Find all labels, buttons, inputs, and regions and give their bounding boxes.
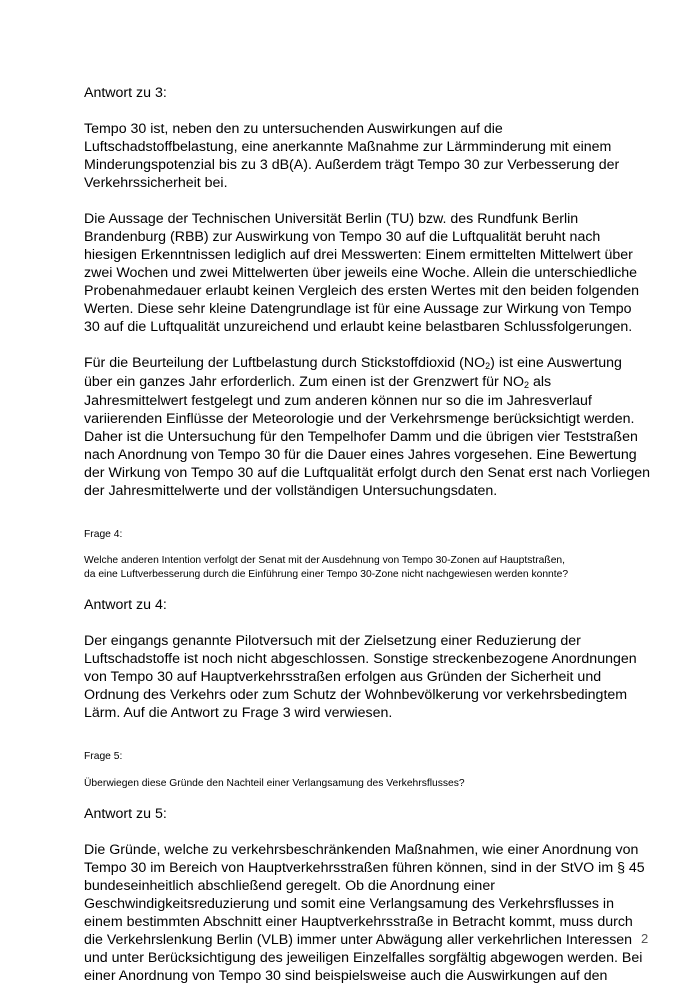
text-line: bundeseinheitlich abschließend geregelt. Ob die Anordnung einer [84, 878, 495, 894]
text-line: nach Anordnung von Tempo 30 für die Dauer eines Jahres vorgesehen. Eine Bewertung [84, 447, 637, 463]
text-line: von Tempo 30 auf Hauptverkehrsstraßen erfolgen aus Gründen der Sicherheit und [84, 669, 602, 685]
answer-3-paragraph-1 [84, 120, 654, 192]
question-4-text [84, 554, 654, 582]
text-line: Welche anderen Intention verfolgt der Senat mit der Ausdehnung von Tempo 30-Zonen auf Hauptstraßen, [84, 555, 566, 566]
text-line: Werten. Diese sehr kleine Datengrundlage ist für eine Aussage zur Wirkung von Tempo [84, 301, 632, 317]
question-4-heading: Frage 4: [84, 529, 123, 540]
text-line: Die Gründe, welche zu verkehrsbeschränkenden Maßnahmen, wie einer Anordnung von [84, 842, 639, 858]
answer-5-heading: Antwort zu 5: [84, 806, 167, 822]
answer-5-paragraph [84, 841, 654, 985]
text-line: Verkehrssicherheit bei. [84, 175, 228, 191]
answer-3-heading: Antwort zu 3: [84, 85, 167, 101]
text-line: Jahresmittelwert festgelegt und zum anderen können nur so die im Jahresverlauf [84, 393, 592, 409]
text-line: Probenahmedauer erlaubt keinen Vergleich des ersten Wertes mit den beiden folgenden [84, 283, 639, 299]
text-line: zwei Wochen und zwei Mittelwerten über jeweils eine Woche. Allein die unterschiedliche [84, 265, 638, 281]
answer-4-paragraph [84, 632, 654, 722]
text-line: Luftschadstoffe ist noch nicht abgeschlossen. Sonstige streckenbezogene Anordnungen [84, 651, 637, 667]
text-line: Lärm. Auf die Antwort zu Frage 3 wird verwiesen. [84, 705, 393, 721]
text-line: hiesigen Erkenntnissen lediglich auf drei Messwerten: Einem ermittelten Mittelwert über [84, 247, 633, 263]
text-line: die Verkehrslenkung Berlin (VLB) immer unter Abwägung aller verkehrlichen Interessen [84, 932, 633, 948]
text-line: Die Aussage der Technischen Universität Berlin (TU) bzw. des Rundfunk Berlin [84, 211, 579, 227]
text-line: 30 auf die Luftqualität unzureichend und erlaubt keine belastbaren Schlussfolgerungen. [84, 319, 633, 335]
text-line: einem bestimmten Abschnitt einer Hauptverkehrsstraße in Betracht kommt, muss durch [84, 914, 633, 930]
text-line: Tempo 30 ist, neben den zu untersuchenden Auswirkungen auf die [84, 121, 503, 137]
text-line: Minderungspotenzial bis zu 3 dB(A). Außerdem trägt Tempo 30 zur Verbesserung der [84, 157, 620, 173]
text-line: der Jahresmittelwerte und der vollständigen Untersuchungsdaten. [84, 483, 498, 499]
page-number: 2 [641, 931, 649, 946]
text-line: Für die Beurteilung der Luftbelastung durch Stickstoffdioxid $(NO_2)$ ist eine Auswertung [84, 355, 622, 371]
text-line: und unter Berücksichtigung des jeweiligen Einzelfalles sorgfältig abgewogen werden. Bei [84, 950, 643, 966]
question-5-heading: Frage 5: [84, 751, 123, 762]
text-line: Tempo 30 im Bereich von Hauptverkehrsstraßen führen können, sind in der StVO im § 45 [84, 860, 645, 876]
answer-4-heading: Antwort zu 4: [84, 597, 167, 613]
text-line: Brandenburg (RBB) zur Auswirkung von Tempo 30 auf die Luftqualität beruht nach [84, 229, 601, 245]
text-line: Ordnung des Verkehrs oder zum Schutz der Wohnbevölkerung vor verkehrsbedingtem [84, 687, 628, 703]
subscript-2: 2 [524, 380, 530, 390]
text-line: Luftschadstoffbelastung, eine anerkannte Maßnahme zur Lärmminderung mit einem [84, 139, 612, 155]
text-line: variierenden Einflüsse der Meteorologie und der Verkehrsmenge berücksichtigt werden. [84, 411, 635, 427]
text-line: einer Anordnung von Tempo 30 sind beispielsweise auch die Auswirkungen auf den [84, 968, 608, 984]
subscript-2: 2 [485, 361, 491, 371]
text-line: da eine Luftverbesserung durch die Einführung einer Tempo 30-Zone nicht nachgewiesen werden konnte? [84, 569, 569, 580]
text-line: Geschwindigkeitsreduzierung und somit eine Verlangsamung des Verkehrsflusses in [84, 896, 614, 912]
document-page [84, 84, 654, 985]
text-line: Daher ist die Untersuchung für den Tempelhofer Damm und die übrigen vier Teststraßen [84, 429, 638, 445]
answer-3-paragraph-2 [84, 210, 654, 336]
answer-3-paragraph-3 [84, 354, 654, 500]
text-line: der Wirkung von Tempo 30 auf die Luftqualität erfolgt durch den Senat erst nach Vorliegen [84, 465, 651, 481]
text-line: Der eingangs genannte Pilotversuch mit der Zielsetzung einer Reduzierung der [84, 633, 581, 649]
text-line: über ein ganzes Jahr erforderlich. Zum einen ist der Grenzwert für $NO_2$ als [84, 374, 552, 390]
question-5-text: Überwiegen diese Gründe den Nachteil einer Verlangsamung des Verkehrsflusses? [84, 778, 465, 789]
